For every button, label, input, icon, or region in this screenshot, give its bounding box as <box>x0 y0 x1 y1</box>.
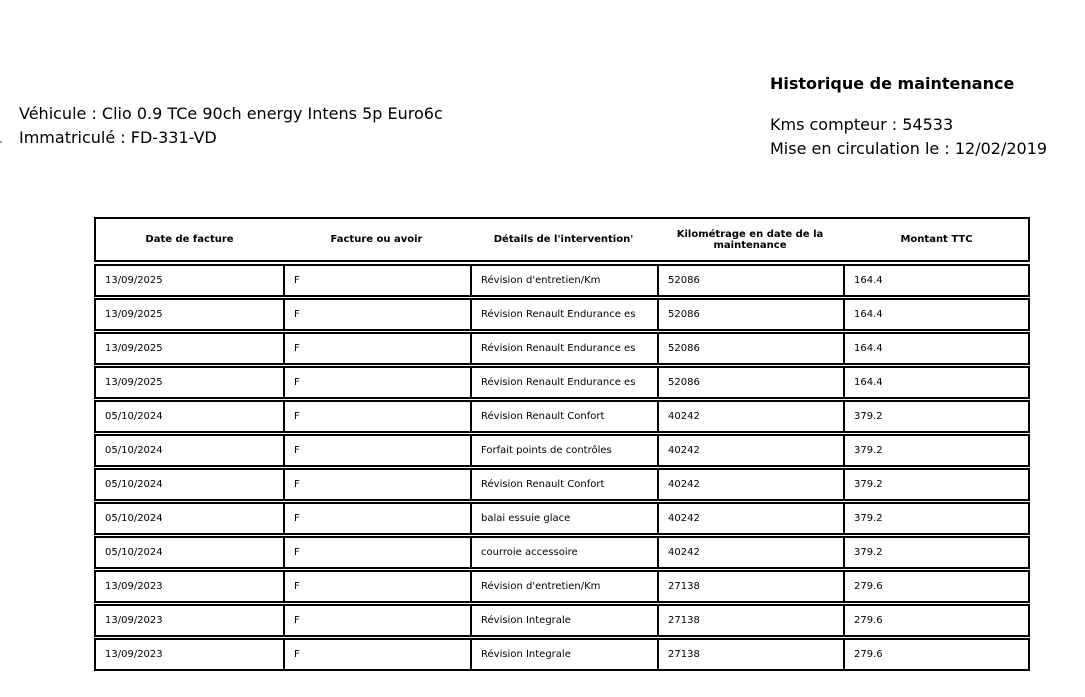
odometer-reading: Kms compteur : 54533 <box>770 115 954 134</box>
table-row <box>94 638 1030 671</box>
cell-amount: 379.2 <box>843 470 1030 499</box>
cell-invoice-date: 13/09/2025 <box>105 275 163 286</box>
cell-details: Forfait points de contrôles <box>470 436 657 465</box>
table-header-row <box>94 217 1030 262</box>
column-header-invoice-date: Date de facture <box>145 234 234 245</box>
maintenance-table <box>94 217 1030 671</box>
cell-mileage: 40242 <box>657 504 843 533</box>
cell-details: Révision Renault Confort <box>470 470 657 499</box>
cell-mileage: 52086 <box>657 266 843 295</box>
cell-invoice-date: 13/09/2025 <box>105 377 163 388</box>
cell-mileage: 27138 <box>657 606 843 635</box>
cell-mileage: 40242 <box>657 436 843 465</box>
table-row <box>94 570 1030 603</box>
cell-amount: 379.2 <box>843 504 1030 533</box>
page-title: Historique de maintenance <box>770 74 1015 93</box>
cell-invoice-date: 05/10/2024 <box>105 479 163 490</box>
cell-invoice-type: F <box>283 572 470 601</box>
cell-invoice-date: 13/09/2025 <box>105 309 163 320</box>
cell-amount: 164.4 <box>843 368 1030 397</box>
cell-amount: 379.2 <box>843 538 1030 567</box>
cell-mileage: 40242 <box>657 470 843 499</box>
table-row <box>94 332 1030 365</box>
cell-invoice-type: F <box>283 402 470 431</box>
table-row <box>94 434 1030 467</box>
cell-invoice-date: 13/09/2023 <box>105 649 163 660</box>
cell-invoice-type: F <box>283 334 470 363</box>
cell-details: Révision d'entretien/Km <box>470 572 657 601</box>
vehicle-info <box>19 102 453 150</box>
cell-invoice-type: F <box>283 470 470 499</box>
cell-invoice-type: F <box>283 300 470 329</box>
cell-mileage: 52086 <box>657 368 843 397</box>
cell-details: courroie accessoire <box>470 538 657 567</box>
cell-invoice-type: F <box>283 640 470 669</box>
table-row <box>94 400 1030 433</box>
cell-details: Révision Renault Confort <box>470 402 657 431</box>
cell-invoice-type: F <box>283 538 470 567</box>
cell-amount: 279.6 <box>843 640 1030 669</box>
table-body <box>94 264 1030 671</box>
table-row <box>94 502 1030 535</box>
cell-amount: 279.6 <box>843 572 1030 601</box>
registration-date: Mise en circulation le : 12/02/2019 <box>770 139 1048 158</box>
table-row <box>94 264 1030 297</box>
table-row <box>94 366 1030 399</box>
cell-invoice-type: F <box>283 436 470 465</box>
cell-details: Révision Renault Endurance es <box>470 300 657 329</box>
cell-details: Révision Renault Endurance es <box>470 334 657 363</box>
cell-invoice-date: 13/09/2025 <box>105 343 163 354</box>
table-row <box>94 604 1030 637</box>
cell-details: Révision Renault Endurance es <box>470 368 657 397</box>
cell-amount: 279.6 <box>843 606 1030 635</box>
cell-invoice-type: F <box>283 606 470 635</box>
cell-amount: 379.2 <box>843 402 1030 431</box>
maintenance-header <box>770 73 1047 161</box>
cell-mileage: 40242 <box>657 538 843 567</box>
column-header-invoice-type: Facture ou avoir <box>330 234 423 245</box>
cell-invoice-type: F <box>283 266 470 295</box>
cell-mileage: 40242 <box>657 402 843 431</box>
cell-invoice-date: 05/10/2024 <box>105 513 163 524</box>
cell-invoice-date: 13/09/2023 <box>105 581 163 592</box>
cell-amount: 164.4 <box>843 300 1030 329</box>
table-row <box>94 536 1030 569</box>
cell-amount: 164.4 <box>843 334 1030 363</box>
cell-invoice-date: 05/10/2024 <box>105 411 163 422</box>
column-header-details: Détails de l'intervention' <box>493 234 634 245</box>
column-header-amount: Montant TTC <box>900 234 973 245</box>
cell-amount: 379.2 <box>843 436 1030 465</box>
cell-details: Révision Integrale <box>470 640 657 669</box>
vehicle-model: Véhicule : Clio 0.9 TCe 90ch energy Intens 5p Euro6c <box>19 104 443 123</box>
cell-invoice-type: F <box>283 368 470 397</box>
cell-amount: 164.4 <box>843 266 1030 295</box>
cell-invoice-type: F <box>283 504 470 533</box>
vehicle-plate: Immatriculé : FD-331-VD <box>19 128 217 147</box>
cell-details: Révision d'entretien/Km <box>470 266 657 295</box>
cell-mileage: 52086 <box>657 334 843 363</box>
cell-mileage: 27138 <box>657 572 843 601</box>
table-row <box>94 468 1030 501</box>
cell-invoice-date: 13/09/2023 <box>105 615 163 626</box>
cell-mileage: 27138 <box>657 640 843 669</box>
cell-mileage: 52086 <box>657 300 843 329</box>
table-row <box>94 298 1030 331</box>
edge-mark <box>0 141 2 143</box>
cell-invoice-date: 05/10/2024 <box>105 445 163 456</box>
cell-details: balai essuie glace <box>470 504 657 533</box>
cell-invoice-date: 05/10/2024 <box>105 547 163 558</box>
column-header-mileage: Kilométrage en date de la maintenance <box>676 228 824 251</box>
cell-details: Révision Integrale <box>470 606 657 635</box>
